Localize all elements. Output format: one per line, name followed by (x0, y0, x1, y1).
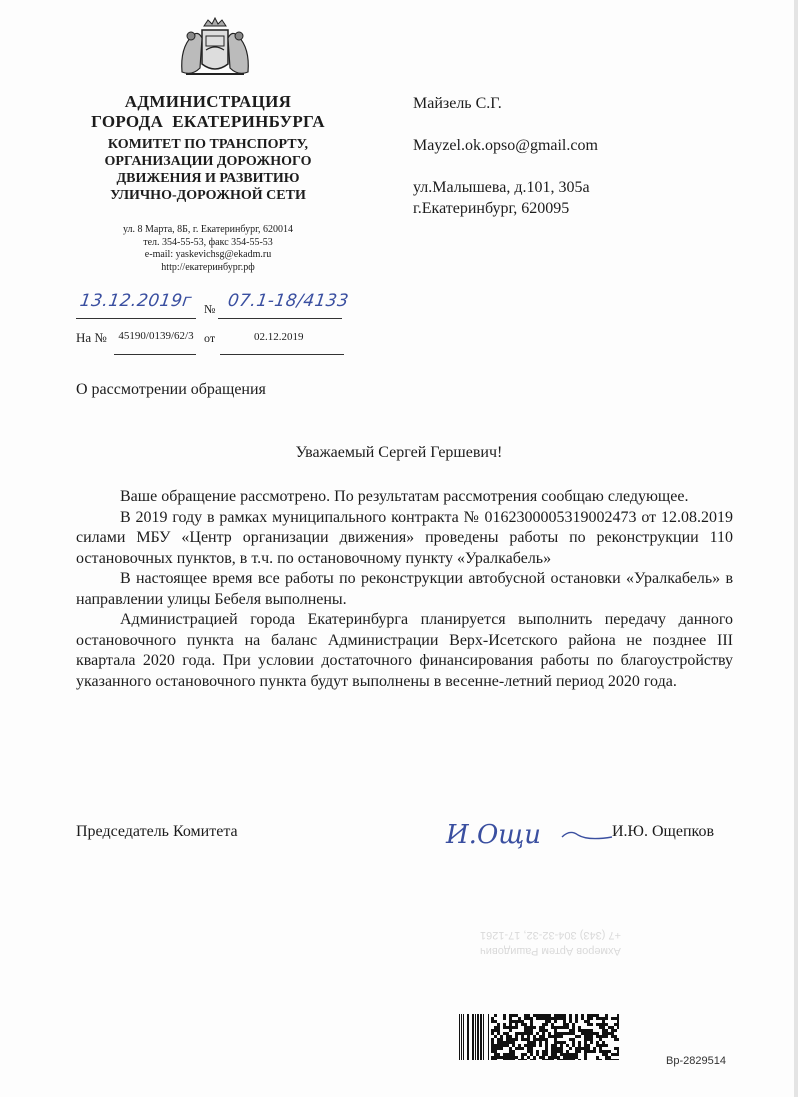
letter-body (76, 487, 733, 692)
salutation: Уважаемый Сергей Гершевич! (295, 444, 503, 461)
barcode-icon (459, 1014, 619, 1060)
committee-name (58, 136, 358, 204)
letter-subject: О рассмотрении обращения (76, 381, 266, 398)
body-paragraph: Администрацией города Екатеринбурга планируется выполнить передачу данного остановочного пункта на баланс Администрации Верх-Исетского района не позднее III квартала 2020 года. При условии достаточного финансирования работы по благоустройству указанного остановочного пункта будут выполнены в весенне-летний период 2020 года. (76, 611, 733, 690)
admin-name-line1: АДМИНИСТРАЦИЯ (124, 92, 292, 111)
page-edge (794, 0, 798, 1097)
barcode-number: Вр-2829514 (666, 1055, 726, 1067)
handwritten-signature (444, 813, 614, 855)
sender-website: http://екатеринбург.рф (161, 261, 255, 273)
reference-label: На № (76, 330, 107, 345)
reference-from-label: от (204, 331, 216, 345)
registration-number: 07.1-18/4133 (226, 291, 351, 311)
registration-date-line (76, 318, 196, 319)
body-paragraph: В 2019 году в рамках муниципального контракта № 0162300005319002473 от 12.08.2019 силами МБУ «Центр организации движения» проведены работы по реконструкции 110 остановочных пунктов, в т.ч. по остановочному пункту «Уралкабель» (76, 508, 733, 567)
sender-contacts (58, 224, 358, 274)
executor-name: Ахмеров Артем Рашидович (480, 945, 621, 957)
reference-date: 02.12.2019 (254, 331, 304, 343)
sender-email: e-mail: yaskevichsg@ekadm.ru (144, 249, 272, 260)
recipient-city: г.Екатеринбург, 620095 (413, 200, 570, 217)
signature-text: И.Ощи (446, 820, 542, 850)
committee-line: КОМИТЕТ ПО ТРАНСПОРТУ, (107, 137, 309, 152)
registration-number-line (218, 318, 342, 319)
executor-phone: +7 (343) 304-32-32, 17-1261 (480, 929, 621, 941)
committee-line: УЛИЧНО-ДОРОЖНОЙ СЕТИ (110, 188, 306, 203)
committee-line: ОРГАНИЗАЦИИ ДОРОЖНОГО (104, 154, 312, 169)
committee-line: ДВИЖЕНИЯ И РАЗВИТИЮ (116, 171, 300, 186)
coat-of-arms-icon (176, 16, 254, 78)
recipient-street: ул.Малышева, д.101, 305а (413, 179, 590, 196)
registration-number-label: № (204, 302, 216, 316)
body-paragraph: Ваше обращение рассмотрено. По результатам рассмотрения сообщаю следующее. (120, 488, 689, 505)
signer-title: Председатель Комитета (76, 823, 238, 840)
reference-number: 45190/0139/62/3 (118, 330, 194, 342)
sender-address: ул. 8 Марта, 8Б, г. Екатеринбург, 620014 (122, 224, 294, 235)
signer-name: И.Ю. Ощепков (612, 823, 715, 840)
recipient-block (413, 93, 598, 219)
faded-executor-note (480, 927, 670, 959)
admin-name-line2: ГОРОДА ЕКАТЕРИНБУРГА (91, 112, 325, 131)
body-paragraph: В настоящее время все работы по реконструкции автобусной остановки «Уралкабель» в направлении улицы Бебеля выполнены. (76, 570, 733, 608)
recipient-name: Майзель С.Г. (413, 95, 502, 112)
recipient-email: Mayzel.ok.opso@gmail.com (413, 137, 598, 154)
registration-date: 13.12.2019г (78, 291, 194, 311)
sender-organization (58, 92, 358, 204)
reference-number-line (114, 354, 196, 355)
sender-phone: тел. 354-55-53, факс 354-55-53 (143, 236, 273, 248)
reference-date-line (220, 354, 344, 355)
